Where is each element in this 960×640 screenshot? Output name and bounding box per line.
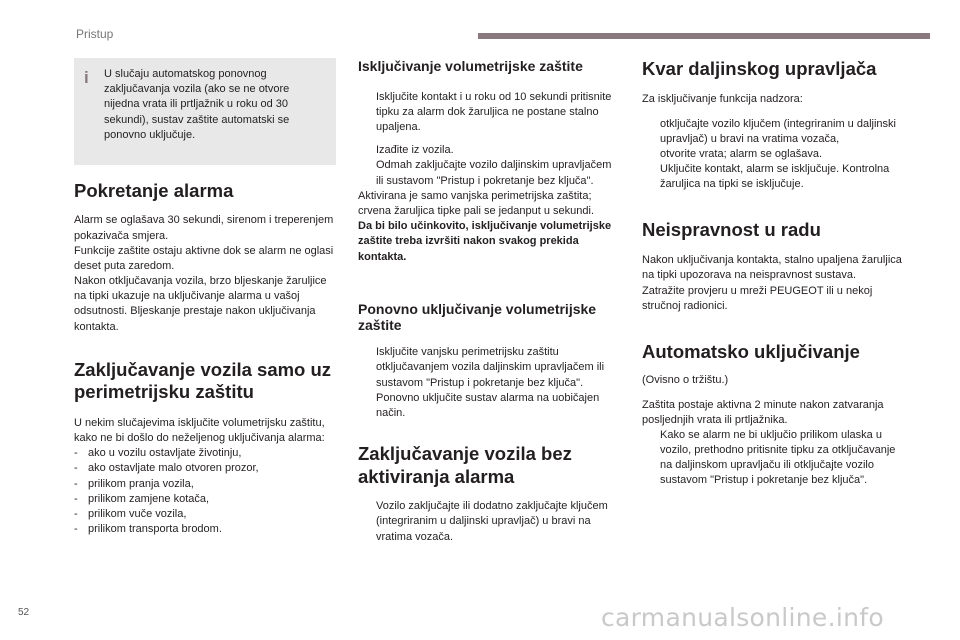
section-title-zakljucavanje-perimetrijska: Zaključavanje vozila samo uz perimetrijsku zaštitu xyxy=(74,358,332,403)
section-title-zakljucavanje-bez-alarma: Zaključavanje vozila bez aktiviranja alarma xyxy=(358,443,572,487)
pokretanje-alarma-text xyxy=(74,213,336,334)
list-item: - prilikom zamjene kotača, xyxy=(74,492,210,505)
bullet-icon xyxy=(642,428,660,489)
automatsko-note: (Ovisno o tržištu.) xyxy=(642,374,729,387)
list-item: - ako u vozilu ostavljate životinju, xyxy=(74,447,242,460)
bullet-icon xyxy=(358,499,376,545)
bullet-icon xyxy=(358,345,376,391)
automatsko-text: Zaštita postaje aktivna 2 minute nakon zatvaranja posljednjih vrata ili prtljažnika. xyxy=(642,398,884,426)
section-title-neispravnost: Neispravnost u radu xyxy=(642,218,821,240)
list-item: otključajte vozilo ključem (integriranim u daljinski upravljač) u bravi na vratima vozača, xyxy=(642,117,904,147)
left-column xyxy=(74,58,336,537)
middle-column xyxy=(358,58,620,545)
info-box xyxy=(74,58,336,165)
iskljucivanje-bold-note: Da bi bilo učinkovito, isključivanje volumetrijske zaštite treba izvršiti nakon svakog prekida kontakta. xyxy=(358,220,612,263)
section-title-kvar-daljinskog: Kvar daljinskog upravljača xyxy=(642,58,877,79)
list-item: Isključite kontakt i u roku od 10 sekundi pritisnite tipku za alarm dok žaruljica ne postane stalno upaljena. xyxy=(358,90,620,136)
list-item: - prilikom transporta brodom. xyxy=(74,523,222,536)
list-item: - prilikom vuče vozila, xyxy=(74,507,187,520)
paragraph: Alarm se oglašava 30 sekundi, sirenom i treperenjem pokazivača smjera. xyxy=(74,214,334,242)
list-item: otvorite vrata; alarm se oglašava. xyxy=(642,147,904,162)
list-item: Ponovno uključite sustav alarma na uobičajen način. xyxy=(358,391,620,421)
right-column xyxy=(642,58,904,489)
header-divider-bar xyxy=(478,33,930,39)
section-title-iskljucivanje-volumetrijske: Isključivanje volumetrijske zaštite xyxy=(358,58,583,74)
neispravnost-text: Zatražite provjeru u mreži PEUGEOT ili u nekoj stručnoj radionici. xyxy=(642,284,873,312)
list-item: Isključite vanjsku perimetrijsku zaštitu otključavanjem vozila daljinskim upravljačem ili sustavom "Pristup i pokretanje bez ključa". xyxy=(358,345,620,391)
iskljucivanje-note: Aktivirana je samo vanjska perimetrijska zaštita; crvena žaruljica tipke pali se jedanput u sekundi. xyxy=(358,189,595,217)
list-item: Uključite kontakt, alarm se isključuje. Kontrolna žaruljica na tipki se isključuje. xyxy=(642,162,904,192)
list-item: Odmah zaključajte vozilo daljinskim upravljačem ili sustavom "Pristup i pokretanje bez ključa". xyxy=(358,158,620,188)
bullet-icon xyxy=(358,158,376,188)
bullet-icon xyxy=(642,117,660,147)
bullet-icon xyxy=(642,147,660,162)
neispravnost-text: Nakon uključivanja kontakta, stalno upaljena žaruljica na tipki upozorava na neispravnost sustava. xyxy=(642,254,902,282)
list-item: - ako ostavljate malo otvoren prozor, xyxy=(74,462,259,475)
paragraph: Funkcije zaštite ostaju aktivne dok se alarm ne oglasi deset puta zaredom. xyxy=(74,244,334,272)
bullet-icon xyxy=(358,90,376,136)
list-item: Izađite iz vozila. xyxy=(358,143,620,158)
info-box-text: U slučaju automatskog ponovnog zaključavanja vozila (ako se ne otvore nijedna vrata ili prtljažnik u roku od 30 sekundi), sustav zaštite automatski se ponovno uključuje. xyxy=(104,68,290,141)
watermark: carmanualsonline.info xyxy=(601,603,884,632)
page-number: 52 xyxy=(18,607,30,618)
paragraph: Nakon otključavanja vozila, brzo bljeskanje žaruljice na tipki ukazuje na uključivanje alarma u vašoj odsutnosti. Bljeskanje prestaje nakon uključivanja kontakta. xyxy=(74,275,327,333)
bullet-icon xyxy=(358,391,376,421)
section-title-automatsko: Automatsko uključivanje xyxy=(642,340,860,362)
situation-list xyxy=(74,446,336,537)
bullet-icon xyxy=(358,143,376,158)
list-item: Kako se alarm ne bi uključio prilikom ulaska u vozilo, prethodno pritisnite tipku za otključavanje na daljinskom upravljaču ili otključajte vozilo sustavom "Pristup i pokretanje bez ključa". xyxy=(642,428,904,489)
section-title-ponovno-ukljucivanje: Ponovno uključivanje volumetrijske zaštite xyxy=(358,300,597,334)
bullet-icon xyxy=(642,162,660,192)
zakljucavanje-intro: U nekim slučajevima isključite volumetrijsku zaštitu, kako ne bi došlo do neželjenog uključivanja alarma: xyxy=(74,416,325,445)
section-header-title: Pristup xyxy=(76,27,114,41)
list-item: Vozilo zaključajte ili dodatno zaključajte ključem (integriranim u daljinski upravljač) u bravi na vratima vozača. xyxy=(358,499,620,545)
section-title-pokretanje-alarma: Pokretanje alarma xyxy=(74,179,234,201)
info-icon: i xyxy=(84,68,89,87)
kvar-intro: Za isključivanje funkcija nadzora: xyxy=(642,92,803,105)
list-item: - prilikom pranja vozila, xyxy=(74,477,194,490)
